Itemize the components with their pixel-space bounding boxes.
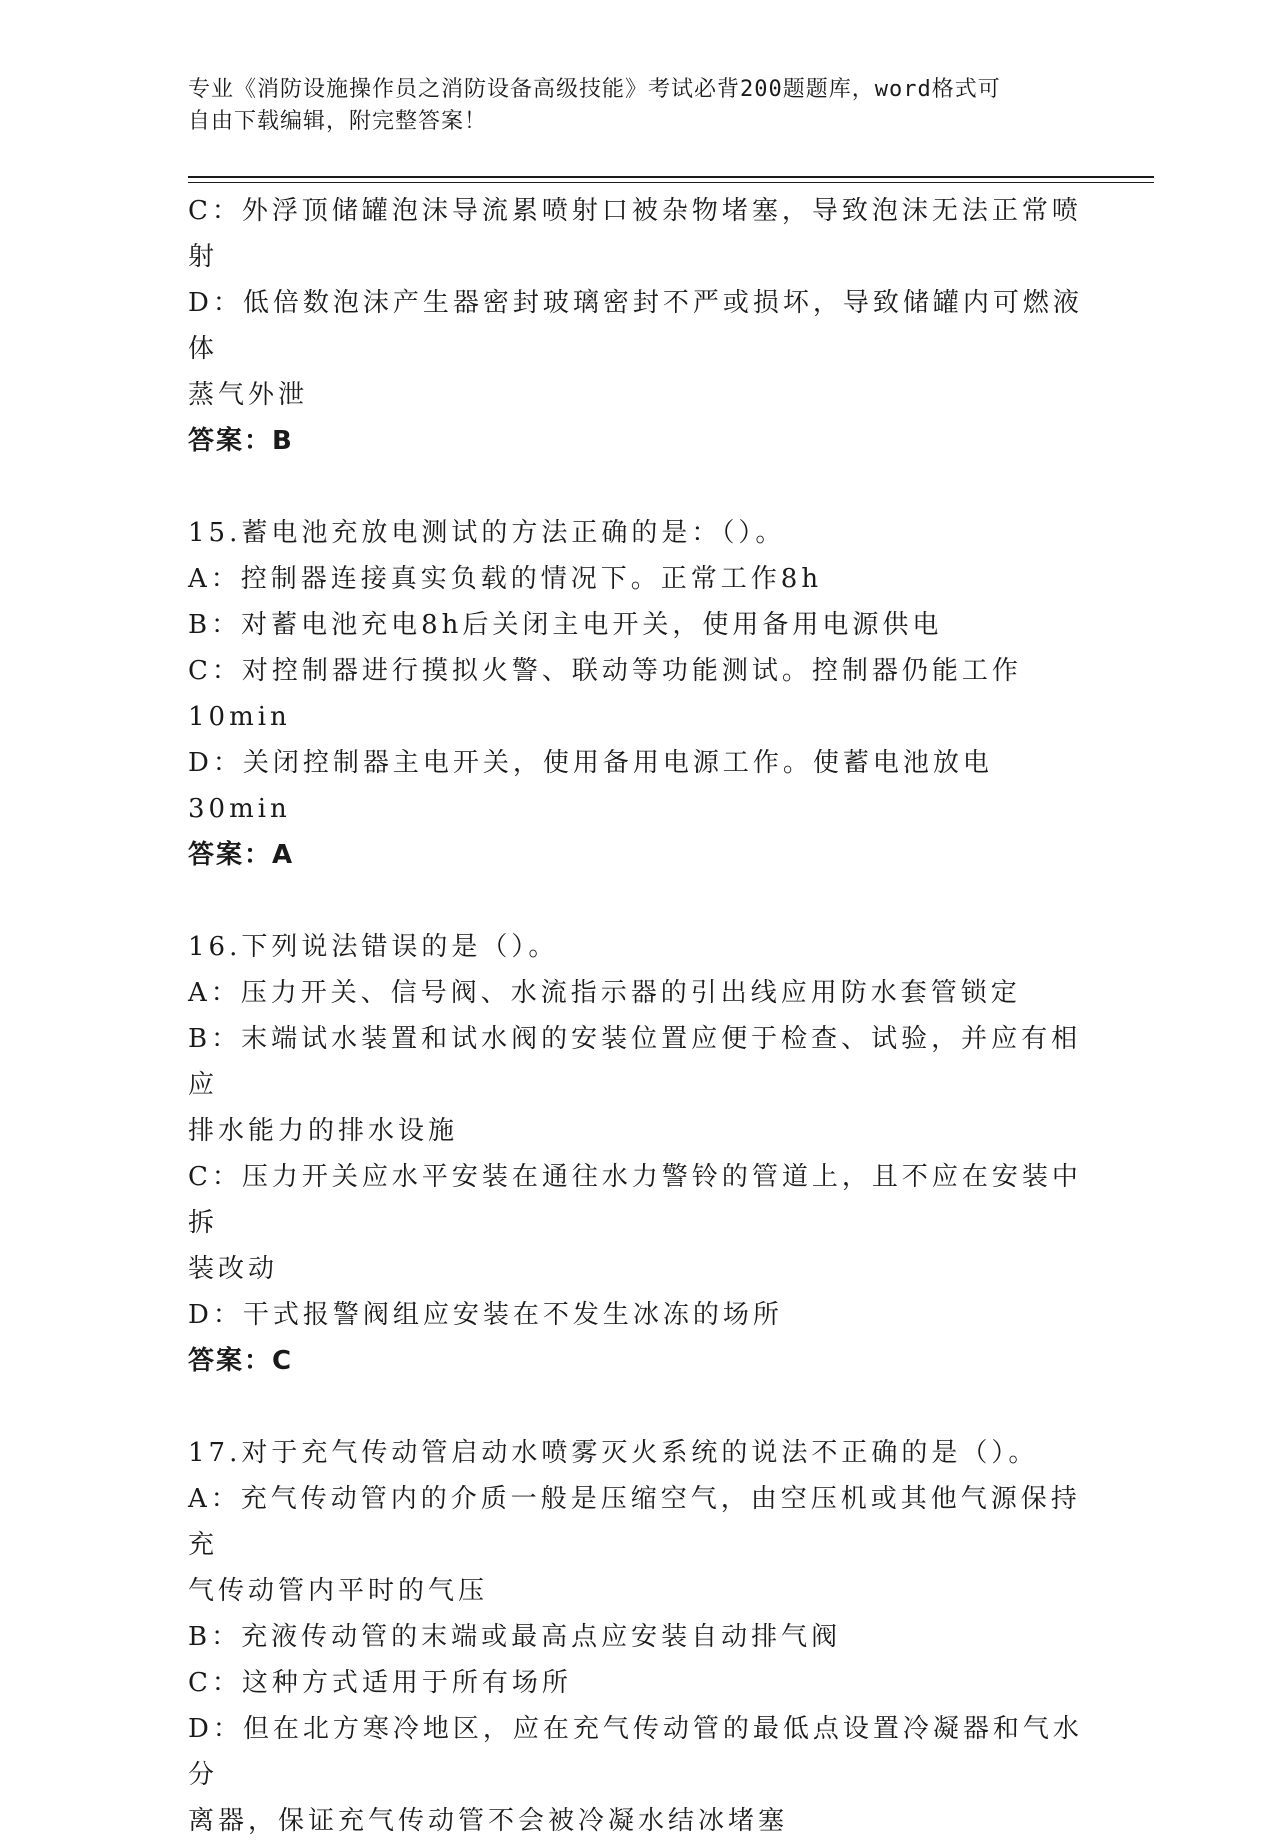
q17-option-a-line-1: A：充气传动管内的介质一般是压缩空气，由空压机或其他气源保持充 <box>188 1484 1081 1560</box>
q17-option-a-line-2: 气传动管内平时的气压 <box>188 1576 489 1606</box>
q16-option-b-line-2: 排水能力的排水设施 <box>188 1116 459 1146</box>
q16-option-c-line-2: 装改动 <box>188 1254 279 1284</box>
q16-option-c-line-1: C：压力开关应水平安装在通往水力警铃的管道上，且不应在安装中拆 <box>188 1162 1082 1238</box>
q16-option-b-line-1: B：末端试水装置和试水阀的安装位置应便于检查、试验，并应有相应 <box>188 1024 1082 1100</box>
document-header <box>188 74 1068 138</box>
q17-option-d-line-2: 离器，保证充气传动管不会被冷凝水结冰堵塞 <box>188 1806 789 1836</box>
q15-option-c: C：对控制器进行摸拟火警、联动等功能测试。控制器仍能工作10min <box>188 656 1022 732</box>
q17-option-b: B：充液传动管的末端或最高点应安装自动排气阀 <box>188 1622 842 1652</box>
q15-option-b: B：对蓄电池充电8h后关闭主电开关，使用备用电源供电 <box>188 610 943 640</box>
header-rule-thick <box>188 176 1154 178</box>
q15-question: 15.蓄电池充放电测试的方法正确的是：（）。 <box>188 518 786 548</box>
q15-option-a: A：控制器连接真实负载的情况下。正常工作8h <box>188 564 823 594</box>
q17-option-c: C：这种方式适用于所有场所 <box>188 1668 572 1698</box>
q14-option-d-line-1: D：低倍数泡沫产生器密封玻璃密封不严或损坏，导致储罐内可燃液体 <box>188 288 1083 364</box>
question-content <box>188 188 1088 1844</box>
q16-option-a: A：压力开关、信号阀、水流指示器的引出线应用防水套管锁定 <box>188 978 1021 1008</box>
q17-question: 17.对于充气传动管启动水喷雾灭火系统的说法不正确的是（）。 <box>188 1438 1039 1468</box>
q16-answer: 答案：C <box>188 1346 294 1376</box>
q14-option-c: C：外浮顶储罐泡沫导流累喷射口被杂物堵塞，导致泡沫无法正常喷射 <box>188 196 1082 272</box>
q16-question: 16.下列说法错误的是（）。 <box>188 932 559 962</box>
q17-option-d-line-1: D：但在北方寒冷地区，应在充气传动管的最低点设置冷凝器和气水分 <box>188 1714 1083 1790</box>
header-line-2: 自由下载编辑，附完整答案！ <box>188 109 488 134</box>
q15-option-d: D：关闭控制器主电开关，使用备用电源工作。使蓄电池放电30min <box>188 748 993 824</box>
q14-answer: 答案：B <box>188 426 294 456</box>
header-rule-thin <box>188 182 1154 183</box>
q15-answer: 答案：A <box>188 840 295 870</box>
header-line-1: 专业《消防设施操作员之消防设备高级技能》考试必背200题题库，word格式可 <box>188 77 1001 102</box>
q16-option-d: D：干式报警阀组应安装在不发生冰冻的场所 <box>188 1300 783 1330</box>
q14-option-d-line-2: 蒸气外泄 <box>188 380 309 410</box>
